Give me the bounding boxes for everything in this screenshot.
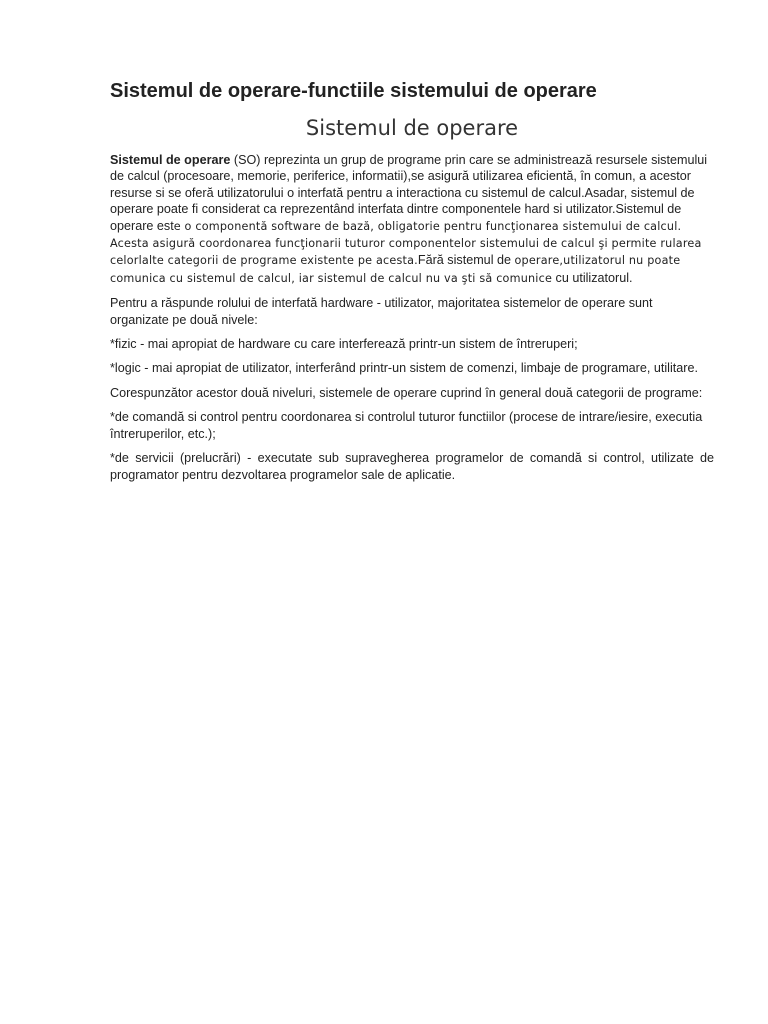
paragraph-logical-level: *logic - mai apropiat de utilizator, interferând printr-un sistem de comenzi, limbaje de programare, utilitare. xyxy=(110,361,698,376)
paragraph-physical-level: *fizic - mai apropiat de hardware cu care interferează printr-un sistem de întreruperi; xyxy=(110,337,578,352)
intro-text-4: operare,utilizatorul nu poate comunica cu sistemul de calcul, iar sistemul de calcul nu va şti să comunice xyxy=(110,254,681,285)
paragraph-categories-intro: Corespunzător acestor două niveluri, sistemele de operare cuprind în general două categorii de programe: xyxy=(110,385,703,400)
paragraph-command-control: *de comandă si control pentru coordonarea si controlul tuturor functiilor (procese de intrare/iesire, executia întreruperilor, etc.); xyxy=(110,410,703,441)
intro-text-3: Fără sistemul de xyxy=(417,253,515,268)
intro-text-2: e o componentă software de bază, obligatorie pentru funcţionarea sistemului de calcul. Acesta asigură coordonarea funcţionarii tuturor componentelor sistemului de calcul şi permite rularea celorlalte categorii de programe existente pe acesta. xyxy=(110,219,702,268)
intro-paragraph xyxy=(110,152,714,287)
paragraph-levels-intro: Pentru a răspunde rolului de interfată hardware - utilizator, majoritatea sistemelor de operare sunt organizate pe două nivele: xyxy=(110,296,653,327)
intro-text-1: (SO) reprezinta un grup de programe prin care se administrează resursele sistemului de calcul (procesoare, memorie, periferice, informatii),se asigură utilizarea eficientă, în comun, a acestor resurse si se oferă utilizatorului o interfată pentru a interactiona cu sistemul de calcul.Asadar, sistemul de operare poate fi considerat ca reprezentând interfata dintre componentele hard si utilizator.Sistemul de operare est xyxy=(110,153,708,233)
document-page xyxy=(110,78,714,491)
section-heading: Sistemul de operare xyxy=(305,116,519,140)
paragraph-services: *de servicii (prelucrări) - executate sub supravegherea programelor de comandă si control, utilizate de programator pentru dezvoltarea programelor sale de aplicatie. xyxy=(110,451,714,482)
intro-text-5: cu utilizatorul. xyxy=(552,270,633,285)
intro-bold-lead: Sistemul de operare xyxy=(110,153,231,167)
document-title: Sistemul de operare-functiile sistemului de operare xyxy=(110,80,597,102)
